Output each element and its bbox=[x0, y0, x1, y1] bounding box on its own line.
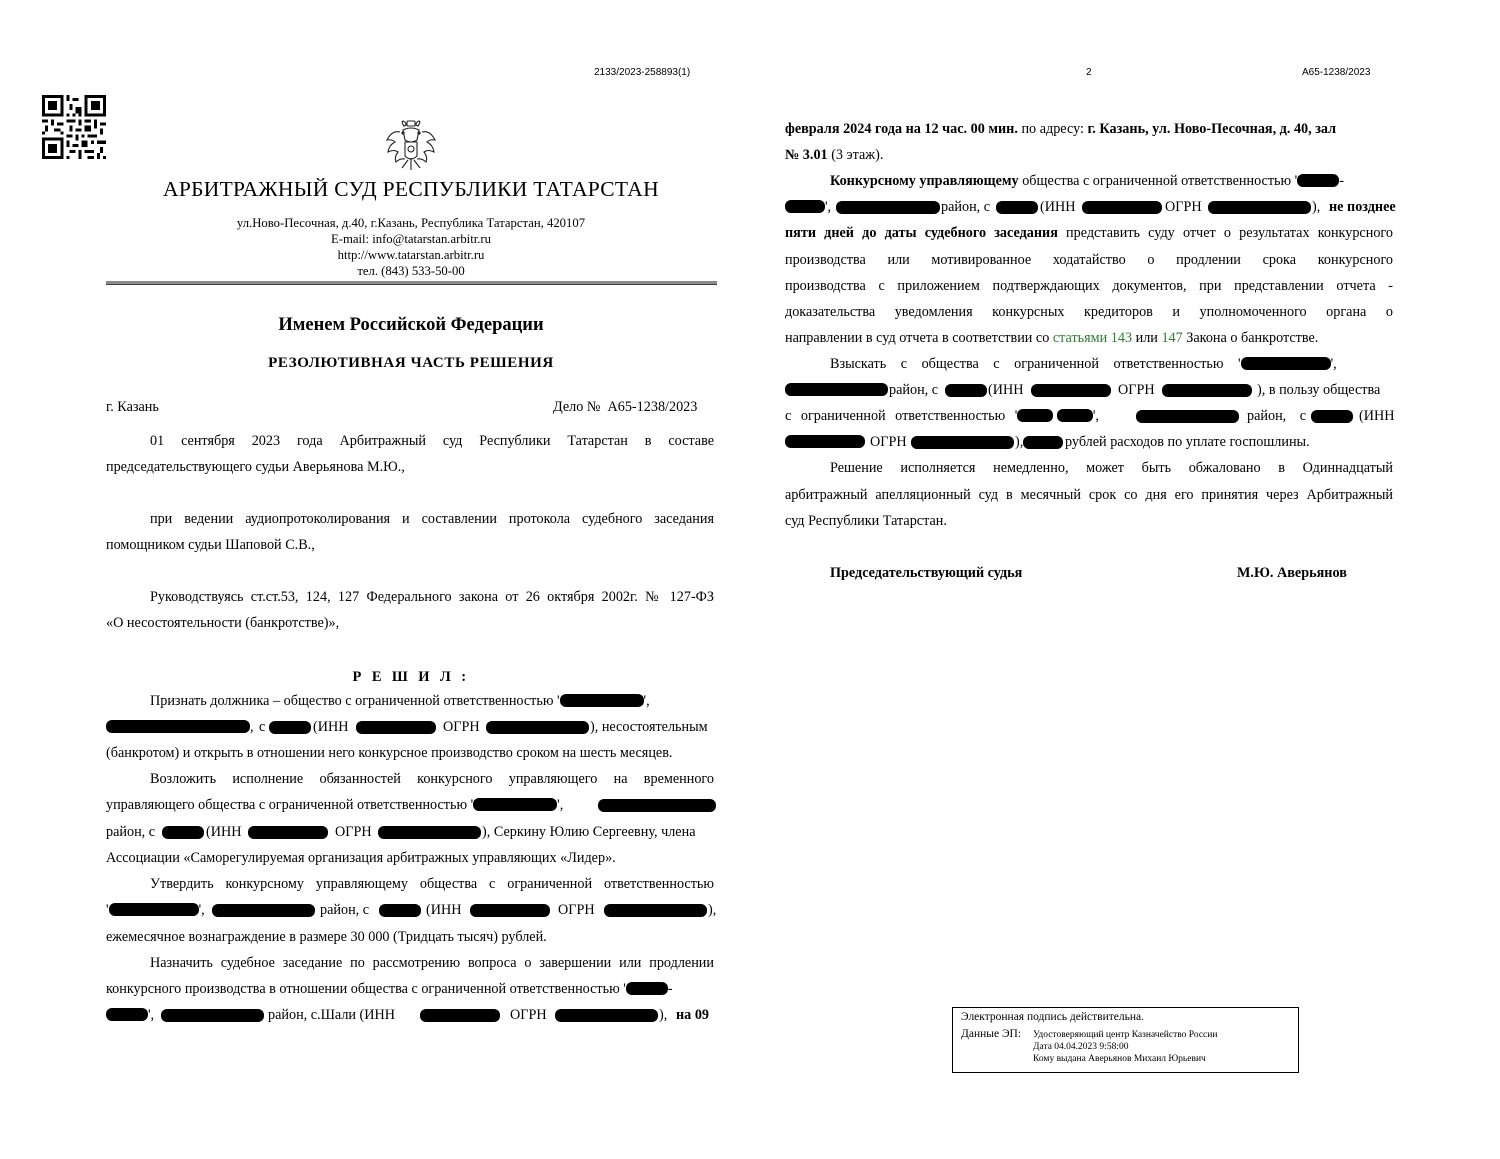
redaction bbox=[785, 200, 825, 213]
case-number: А65-1238/2023 bbox=[607, 399, 698, 415]
signature-valid-text: Электронная подпись действительна. bbox=[961, 1011, 1144, 1023]
decision2-line-3 bbox=[106, 824, 716, 841]
redaction bbox=[420, 1009, 500, 1022]
redaction bbox=[378, 826, 481, 839]
enforcement-line-1: Решение исполняется немедленно, может быть обжаловано в Одиннадцатый bbox=[830, 460, 1393, 476]
in-the-name-heading: Именем Российской Федерации bbox=[278, 315, 544, 335]
text: управляющего общества с ограниченной ответственностью ' bbox=[106, 797, 474, 813]
text: район, с bbox=[106, 824, 156, 840]
document-number: 2133/2023-258893(1) bbox=[594, 67, 691, 78]
page-number: 2 bbox=[1086, 67, 1092, 78]
text: пяти дней до даты судебного заседания bbox=[785, 225, 1058, 241]
redaction bbox=[269, 721, 311, 734]
text: (ИНН bbox=[988, 382, 1024, 398]
decision2-line-4: Ассоциации «Саморегулируемая организация арбитражных управляющих «Лидер». bbox=[106, 850, 616, 866]
redaction bbox=[996, 201, 1038, 214]
enforcement-line-3: суд Республики Татарстан. bbox=[785, 513, 947, 529]
collect-line-4: ОГРН ), рублей расходов по уплате госпошлины. bbox=[785, 434, 1393, 451]
court-phone: тел. (843) 533-50-00 bbox=[357, 264, 465, 278]
redaction bbox=[109, 903, 199, 916]
enforcement-line-2: арбитражный апелляционный суд в месячный срок со дня его принятия через Арбитражный bbox=[785, 487, 1393, 503]
text: ), несостоятельным bbox=[590, 719, 708, 735]
protocol-line-1: при ведении аудиопротоколирования и составлении протокола судебного заседания bbox=[150, 511, 714, 527]
redaction bbox=[212, 904, 315, 917]
text: Закона о банкротстве. bbox=[1186, 330, 1319, 346]
redaction bbox=[911, 436, 1014, 449]
redaction bbox=[1057, 409, 1093, 422]
electronic-signature-stamp bbox=[952, 1007, 1299, 1073]
signer-name: М.Ю. Аверьянов bbox=[1237, 565, 1347, 581]
text: (ИНН bbox=[1040, 199, 1076, 215]
redaction bbox=[473, 798, 557, 811]
decided-heading: Р Е Ш И Л : bbox=[352, 669, 470, 685]
redaction bbox=[836, 201, 940, 214]
manager-line-4: производства или мотивированное ходатайство о продлении срока конкурсного bbox=[785, 252, 1393, 268]
redaction bbox=[379, 904, 421, 917]
text: (ИНН bbox=[206, 824, 242, 840]
redaction bbox=[945, 384, 987, 397]
redaction bbox=[161, 1009, 264, 1022]
text: ОГРН bbox=[510, 1007, 547, 1023]
manager-line-3 bbox=[785, 225, 1393, 242]
redaction bbox=[1208, 201, 1311, 214]
redaction bbox=[162, 826, 204, 839]
text: общества с ограниченной ответственностью ' bbox=[1022, 173, 1298, 189]
decision3-line-3: ежемесячное вознаграждение в размере 30 000 (Тридцать тысяч) рублей. bbox=[106, 929, 547, 945]
law-line-2: «О несостоятельности (банкротстве)», bbox=[106, 615, 340, 631]
redaction bbox=[626, 982, 668, 995]
signature-issuer: Удостоверяющий центр Казначейство России bbox=[1033, 1030, 1218, 1040]
text: район, с bbox=[889, 382, 939, 398]
signature-details bbox=[1033, 1029, 1217, 1066]
signature-issued-to: Кому выдана Аверьянов Михаил Юрьевич bbox=[1033, 1054, 1206, 1065]
redaction bbox=[1017, 409, 1053, 422]
decision4-line-2: конкурсного производства в отношении общества с ограниченной ответственностью ' - bbox=[106, 981, 673, 997]
redaction bbox=[106, 1008, 148, 1021]
redaction bbox=[785, 383, 888, 396]
decision4-line-1: Назначить судебное заседание по рассмотрению вопроса о завершении или продлении bbox=[150, 955, 714, 971]
redaction bbox=[106, 720, 250, 733]
redaction bbox=[1162, 384, 1252, 397]
signer-role: Председательствующий судья bbox=[830, 565, 1023, 581]
text: февраля 2024 года на 12 час. 00 мин. bbox=[785, 121, 1018, 137]
text: район, с bbox=[941, 199, 991, 215]
text: ОГРН bbox=[1165, 199, 1202, 215]
redaction bbox=[1241, 357, 1331, 370]
text: район, с bbox=[320, 902, 370, 918]
law-link-article-147[interactable]: 147 bbox=[1161, 330, 1183, 346]
collect-line-1: Взыскать с общества с ограниченной ответственностью ' ', bbox=[830, 356, 1337, 372]
text: по адресу: bbox=[1021, 121, 1084, 137]
law-link-article-143[interactable]: статьями 143 bbox=[1052, 330, 1133, 346]
collect-line-3: с ограниченной ответственностью ' ', район, с (ИНН bbox=[785, 408, 1395, 424]
decision3-line-1: Утвердить конкурсному управляющему общества с ограниченной ответственностью bbox=[150, 876, 714, 892]
court-website: http://www.tatarstan.arbitr.ru bbox=[337, 248, 485, 262]
court-address: ул.Ново-Песочная, д.40, г.Казань, Республика Татарстан, 420107 bbox=[236, 216, 586, 230]
manager-line-5: производства с приложением подтверждающих документов, при представлении отчета - bbox=[785, 278, 1393, 294]
text: на 09 bbox=[676, 1007, 710, 1023]
text: район, с.Шали (ИНН bbox=[268, 1007, 396, 1023]
qr-code-icon bbox=[42, 95, 106, 159]
signature-data-label: Данные ЭП: bbox=[961, 1028, 1022, 1040]
signature-date: Дата 04.04.2023 9:58:00 bbox=[1033, 1042, 1129, 1053]
text: ОГРН bbox=[443, 719, 480, 735]
hearing-line-1 bbox=[785, 121, 1393, 138]
redaction bbox=[1297, 174, 1339, 187]
text: район, с bbox=[1247, 408, 1307, 424]
decision4-line-3: ', район, с.Шали (ИНН ОГРН ), на 09 bbox=[106, 1007, 716, 1024]
manager-line-1: Конкурсному управляющему общества с ограниченной ответственностью ' - bbox=[830, 173, 1344, 189]
header-divider bbox=[106, 281, 717, 285]
text: с ограниченной ответственностью ' bbox=[785, 408, 1018, 424]
redaction bbox=[1023, 436, 1063, 449]
redaction bbox=[248, 826, 328, 839]
court-email: E-mail: info@tatarstan.arbitr.ru bbox=[330, 232, 491, 246]
text: ОГРН bbox=[335, 824, 372, 840]
decision1-line-2: , с (ИНН ОГРН ), несостоятельным bbox=[106, 719, 716, 736]
text: (3 этаж). bbox=[831, 147, 884, 163]
decision2-line-2: управляющего общества с ограниченной ответственностью ' ', bbox=[106, 797, 716, 814]
redaction bbox=[470, 904, 550, 917]
redaction bbox=[1082, 201, 1162, 214]
case-number-line bbox=[553, 399, 697, 416]
text: ), в пользу общества bbox=[1257, 382, 1381, 398]
text: конкурсного производства в отношении общества с ограниченной ответственностью ' bbox=[106, 981, 626, 997]
court-title: АРБИТРАЖНЫЙ СУД РЕСПУБЛИКИ ТАТАРСТАН bbox=[163, 177, 659, 201]
text: не позднее bbox=[1329, 199, 1396, 215]
text: представить суду отчет о результатах конкурсного bbox=[1066, 225, 1393, 241]
text: с bbox=[259, 719, 266, 735]
text: Конкурсному управляющему bbox=[830, 173, 1019, 189]
redaction bbox=[1311, 410, 1353, 423]
hearing-line-2 bbox=[785, 147, 883, 164]
decision2-line-1: Возложить исполнение обязанностей конкурсного управляющего на временного bbox=[150, 771, 714, 787]
text: № 3.01 bbox=[785, 147, 828, 163]
redaction bbox=[1136, 410, 1239, 423]
text: (ИНН bbox=[426, 902, 462, 918]
text: Признать должника – общество с ограниченной ответственностью ' bbox=[150, 693, 560, 709]
text: направлении в суд отчета в соответствии со bbox=[785, 330, 1050, 346]
redaction bbox=[555, 1009, 658, 1022]
text: ОГРН bbox=[1118, 382, 1155, 398]
intro-line-2: председательствующего судьи Аверьянова М.Ю., bbox=[106, 459, 405, 475]
text: г. Казань, ул. Ново-Песочная, д. 40, зал bbox=[1087, 121, 1337, 137]
law-line-1: Руководствуясь ст.ст.53, 124, 127 Федерального закона от 26 октября 2002г. № 127-ФЗ bbox=[150, 589, 714, 605]
collect-line-2 bbox=[785, 382, 1393, 399]
redaction bbox=[598, 799, 716, 812]
decision1-line-1: Признать должника – общество с ограниченной ответственностью ' ', bbox=[150, 693, 650, 709]
resolution-title: РЕЗОЛЮТИВНАЯ ЧАСТЬ РЕШЕНИЯ bbox=[268, 355, 554, 371]
redaction bbox=[486, 721, 589, 734]
manager-line-6: доказательства уведомления конкурсных кредиторов и уполномоченного органа о bbox=[785, 304, 1393, 320]
text: ), Серкину Юлию Сергеевну, члена bbox=[482, 824, 696, 840]
city: г. Казань bbox=[106, 399, 159, 415]
decision3-line-2: ' ', район, с (ИНН ОГРН ), bbox=[106, 902, 717, 918]
text: ОГРН bbox=[558, 902, 595, 918]
case-number-header: А65-1238/2023 bbox=[1302, 67, 1371, 78]
text: или bbox=[1135, 330, 1158, 346]
case-label: Дело № bbox=[553, 399, 601, 415]
redaction bbox=[356, 721, 436, 734]
intro-line-1: 01 сентября 2023 года Арбитражный суд Республики Татарстан в составе bbox=[150, 433, 714, 449]
manager-line-2: ', район, с (ИНН ОГРН ), не позднее bbox=[785, 199, 1393, 216]
text: рублей расходов по уплате госпошлины. bbox=[1065, 434, 1310, 450]
decision1-line-3: (банкротом) и открыть в отношении него конкурсное производство сроком на шесть месяцев. bbox=[106, 745, 673, 761]
redaction bbox=[1031, 384, 1111, 397]
redaction bbox=[560, 694, 644, 707]
text: Взыскать с общества с ограниченной ответственностью ' bbox=[830, 356, 1241, 372]
redaction bbox=[604, 904, 707, 917]
coat-of-arms-icon bbox=[386, 120, 436, 174]
redaction bbox=[785, 435, 865, 448]
manager-line-7 bbox=[785, 330, 1318, 347]
protocol-line-2: помощником судьи Шаповой С.В., bbox=[106, 537, 315, 553]
text: ОГРН bbox=[870, 434, 907, 450]
text: (ИНН bbox=[313, 719, 349, 735]
text: (ИНН bbox=[1359, 408, 1395, 424]
